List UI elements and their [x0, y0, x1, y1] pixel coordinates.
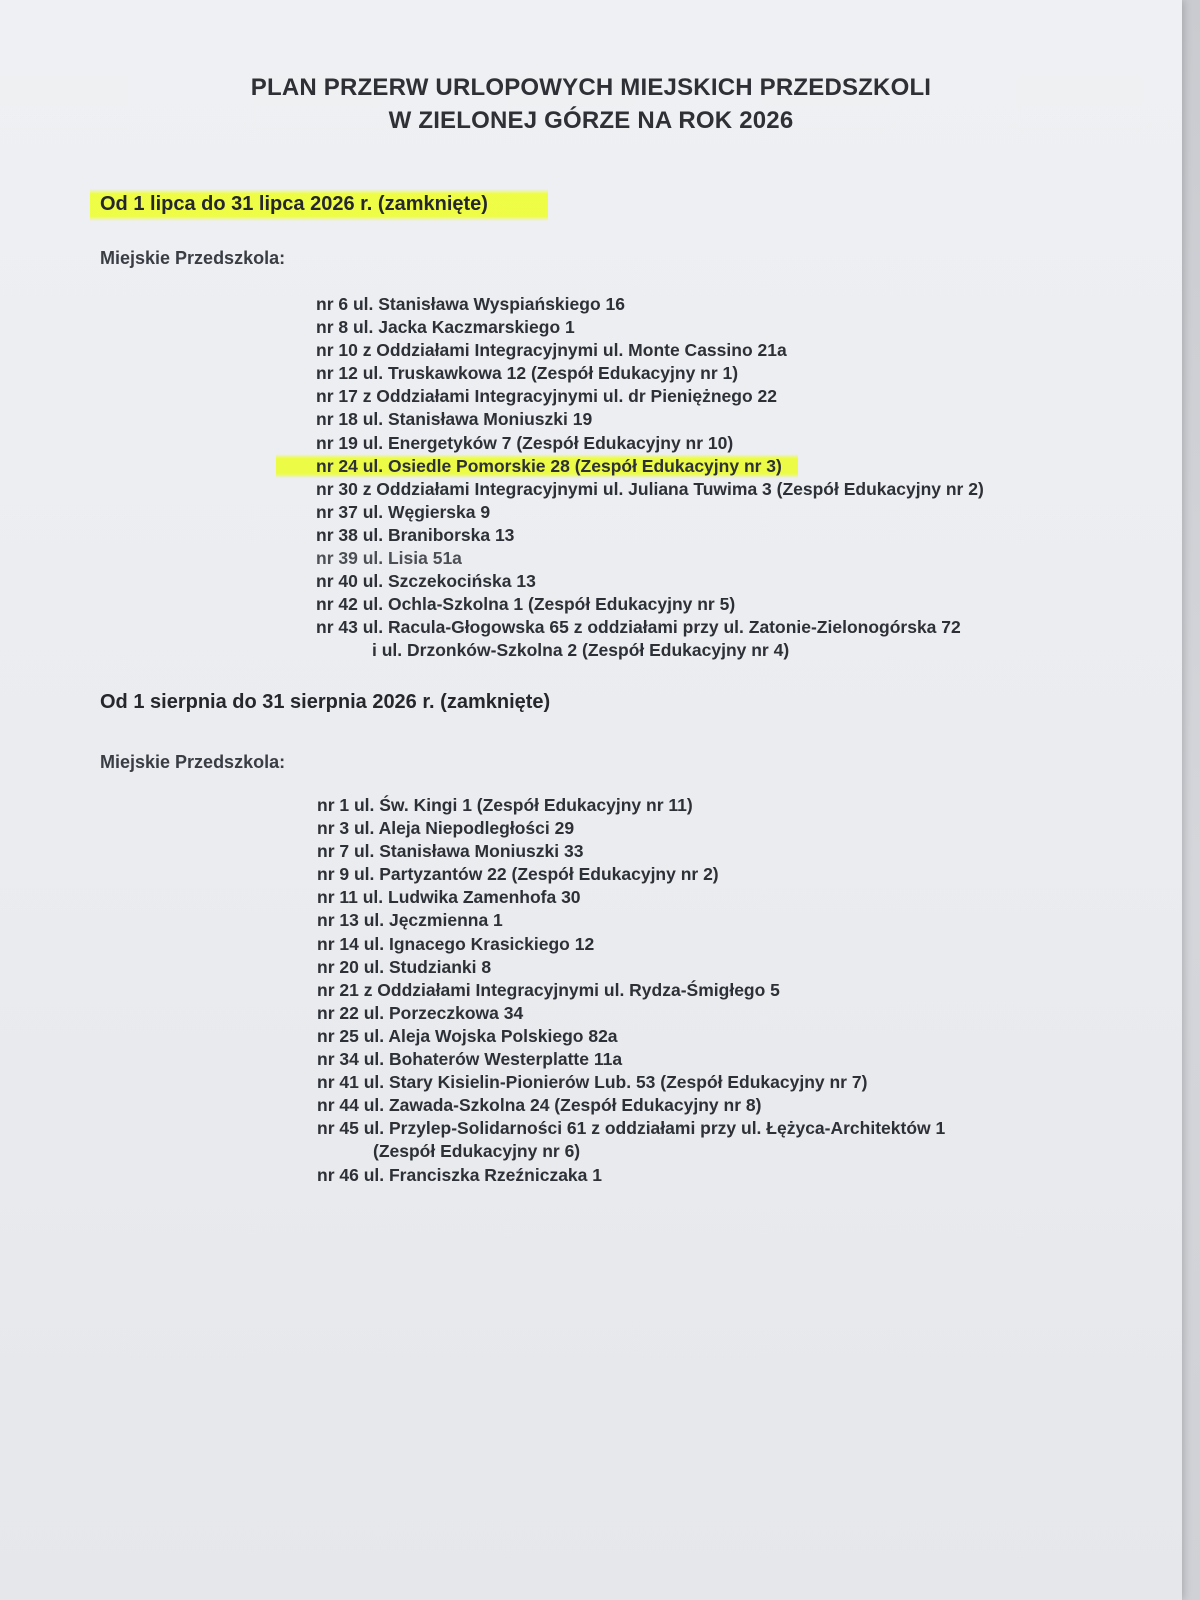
highlighted-text: nr 24 ul. Osiedle Pomorskie 28 (Zespół Edukacyjny nr 3) — [276, 454, 798, 478]
list-item: nr 43 ul. Racula-Głogowska 65 z oddziałami przy ul. Zatonie-Zielonogórska 72 — [316, 617, 961, 638]
list-item: nr 37 ul. Węgierska 9 — [316, 501, 491, 522]
list-item: nr 38 ul. Braniborska 13 — [316, 524, 515, 545]
document-title-line-2: W ZIELONEJ GÓRZE NA ROK 2026 — [388, 107, 794, 134]
list-item: nr 9 ul. Partyzantów 22 (Zespół Edukacyjny nr 2) — [317, 864, 719, 885]
section-subheading-july: Miejskie Przedszkola: — [100, 248, 286, 268]
list-item: nr 17 z Oddziałami Integracyjnymi ul. dr Pieniężnego 22 — [316, 386, 777, 407]
list-item: nr 41 ul. Stary Kisielin-Pionierów Lub. 53 (Zespół Edukacyjny nr 7) — [317, 1072, 868, 1093]
list-item: nr 45 ul. Przylep-Solidarności 61 z oddziałami przy ul. Łężyca-Architektów 1 — [317, 1118, 946, 1139]
list-item: nr 1 ul. Św. Kingi 1 (Zespół Edukacyjny nr 11) — [317, 795, 693, 815]
list-item-continuation: i ul. Drzonków-Szkolna 2 (Zespół Edukacyjny nr 4) — [372, 640, 790, 661]
list-item: nr 42 ul. Ochla-Szkolna 1 (Zespół Edukacyjny nr 5) — [316, 594, 736, 615]
section-subheading-august: Miejskie Przedszkola: — [100, 752, 286, 772]
section-heading-august: Od 1 sierpnia do 31 sierpnia 2026 r. (zamknięte) — [100, 691, 551, 713]
list-item: nr 25 ul. Aleja Wojska Polskiego 82a — [317, 1025, 618, 1046]
list-item: nr 13 ul. Jęczmienna 1 — [317, 910, 503, 931]
list-item: nr 19 ul. Energetyków 7 (Zespół Edukacyjny nr 10) — [316, 432, 734, 453]
list-item: nr 6 ul. Stanisława Wyspiańskiego 16 — [316, 294, 625, 314]
list-item: nr 39 ul. Lisia 51a — [316, 548, 462, 569]
section-heading-july: Od 1 lipca do 31 lipca 2026 r. (zamknięte) — [90, 189, 548, 221]
list-item: nr 10 z Oddziałami Integracyjnymi ul. Monte Cassino 21a — [316, 340, 787, 361]
list-item-continuation: (Zespół Edukacyjny nr 6) — [373, 1141, 581, 1162]
kindergarten-list-july — [316, 293, 984, 663]
list-item-highlighted — [316, 455, 984, 478]
list-item: nr 12 ul. Truskawkowa 12 (Zespół Edukacyjny nr 1) — [316, 363, 739, 384]
list-item: nr 7 ul. Stanisława Moniuszki 33 — [317, 841, 584, 862]
list-item: nr 44 ul. Zawada-Szkolna 24 (Zespół Edukacyjny nr 8) — [317, 1095, 762, 1116]
list-item: nr 22 ul. Porzeczkowa 34 — [317, 1002, 524, 1023]
list-item: nr 8 ul. Jacka Kaczmarskiego 1 — [316, 317, 575, 338]
list-item: nr 46 ul. Franciszka Rzeźniczaka 1 — [317, 1164, 602, 1185]
kindergarten-list-august — [317, 794, 945, 1187]
list-item: nr 30 z Oddziałami Integracyjnymi ul. Juliana Tuwima 3 (Zespół Edukacyjny nr 2) — [316, 478, 984, 499]
list-item: nr 3 ul. Aleja Niepodległości 29 — [317, 818, 575, 839]
list-item: nr 20 ul. Studzianki 8 — [317, 956, 492, 977]
document-title-line-1: PLAN PRZERW URLOPOWYCH MIEJSKICH PRZEDSZKOLI — [250, 74, 932, 101]
list-item: nr 34 ul. Bohaterów Westerplatte 11a — [317, 1049, 623, 1070]
list-item: nr 14 ul. Ignacego Krasickiego 12 — [317, 933, 595, 954]
list-item: nr 21 z Oddziałami Integracyjnymi ul. Rydza-Śmigłego 5 — [317, 979, 780, 1000]
list-item: nr 11 ul. Ludwika Zamenhofa 30 — [317, 887, 581, 908]
list-item: nr 18 ul. Stanisława Moniuszki 19 — [316, 409, 593, 430]
list-item: nr 40 ul. Szczekocińska 13 — [316, 571, 536, 592]
